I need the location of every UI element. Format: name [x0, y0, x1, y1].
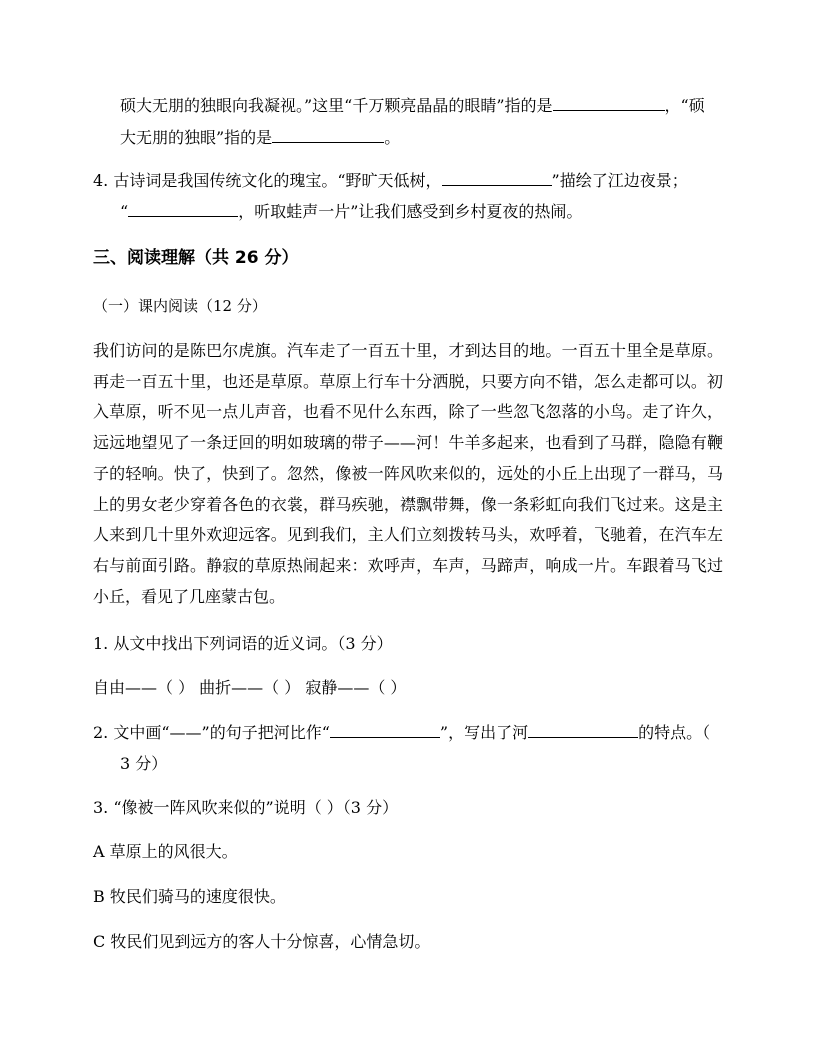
option-c[interactable]: C 牧民们见到远方的客人十分惊喜，心情急切。: [93, 932, 431, 951]
q2-text-b: ”，写出了河: [439, 723, 529, 742]
question-1-items: 自由——（ ） 曲折——（ ） 寂静——（ ）: [93, 678, 407, 697]
question-3-title: 3. “像被一阵风吹来似的”说明（ ）（3 分）: [93, 798, 399, 817]
answer-blank[interactable]: [553, 96, 665, 111]
q3-text-c: 大无朋的独眼”指的是: [120, 128, 273, 147]
answer-blank[interactable]: [330, 723, 440, 738]
option-a[interactable]: A 草原上的风很大。: [93, 842, 238, 861]
question-3-continuation-line-1: [120, 96, 705, 116]
section-title: 三、阅读理解（共 26 分）: [93, 248, 299, 268]
answer-blank[interactable]: [528, 723, 638, 738]
question-3-continuation-line-2: [120, 128, 400, 148]
answer-blank[interactable]: [272, 128, 384, 143]
q3-text-d: 。: [384, 128, 401, 147]
q4-text-a: 4. 古诗词是我国传统文化的瑰宝。“野旷天低树，: [93, 171, 442, 190]
q3-text-a: 硕大无朋的独眼向我凝视。”这里“千万颗亮晶晶的眼睛”指的是: [120, 96, 553, 115]
question-2-line-2: 3 分）: [120, 754, 168, 773]
q4-text-c: “: [120, 202, 129, 221]
question-4-line-1: [93, 171, 688, 191]
answer-blank[interactable]: [442, 171, 552, 186]
question-4-line-2: [120, 202, 582, 222]
subsection-title: （一）课内阅读（12 分）: [93, 297, 267, 315]
option-b[interactable]: B 牧民们骑马的速度很快。: [93, 887, 286, 906]
question-1-title: 1. 从文中找出下列词语的近义词。（3 分）: [93, 634, 393, 653]
q4-text-d: ，听取蛙声一片”让我们感受到乡村夏夜的热闹。: [238, 202, 583, 221]
q2-text-c: 的特点。（: [638, 723, 711, 742]
q2-text-a: 2. 文中画“——”的句子把河比作“: [93, 723, 330, 742]
reading-passage: 我们访问的是陈巴尔虎旗。汽车走了一百五十里，才到达目的地。一百五十里全是草原。再走一百五十里，也还是草原。草原上行车十分洒脱，只要方向不错，怎么走都可以。初入草原，听不见一点儿声音，也看不见什么东西，除了一些忽飞忽落的小鸟。走了许久，远远地望见了一条迂回的明如玻璃的带子——河！牛羊多起来，也看到了马群，隐隐有鞭子的轻响。快了，快到了。忽然，像被一阵风吹来似的，远处的小丘上出现了一群马，马上的男女老少穿着各色的衣裳，群马疾驰，襟飘带舞，像一条彩虹向我们飞过来。这是主人来到几十里外欢迎远客。见到我们，主人们立刻拨转马头，欢呼着，飞驰着，在汽车左右与前面引路。静寂的草原热闹起来：欢呼声，车声，马蹄声，响成一片。车跟着马飞过小丘，看见了几座蒙古包。: [93, 341, 723, 606]
q4-text-b: ”描绘了江边夜景；: [551, 171, 688, 190]
q3-text-b: ，“硕: [664, 96, 705, 115]
question-2-line-1: [93, 723, 710, 743]
answer-blank[interactable]: [128, 202, 238, 217]
